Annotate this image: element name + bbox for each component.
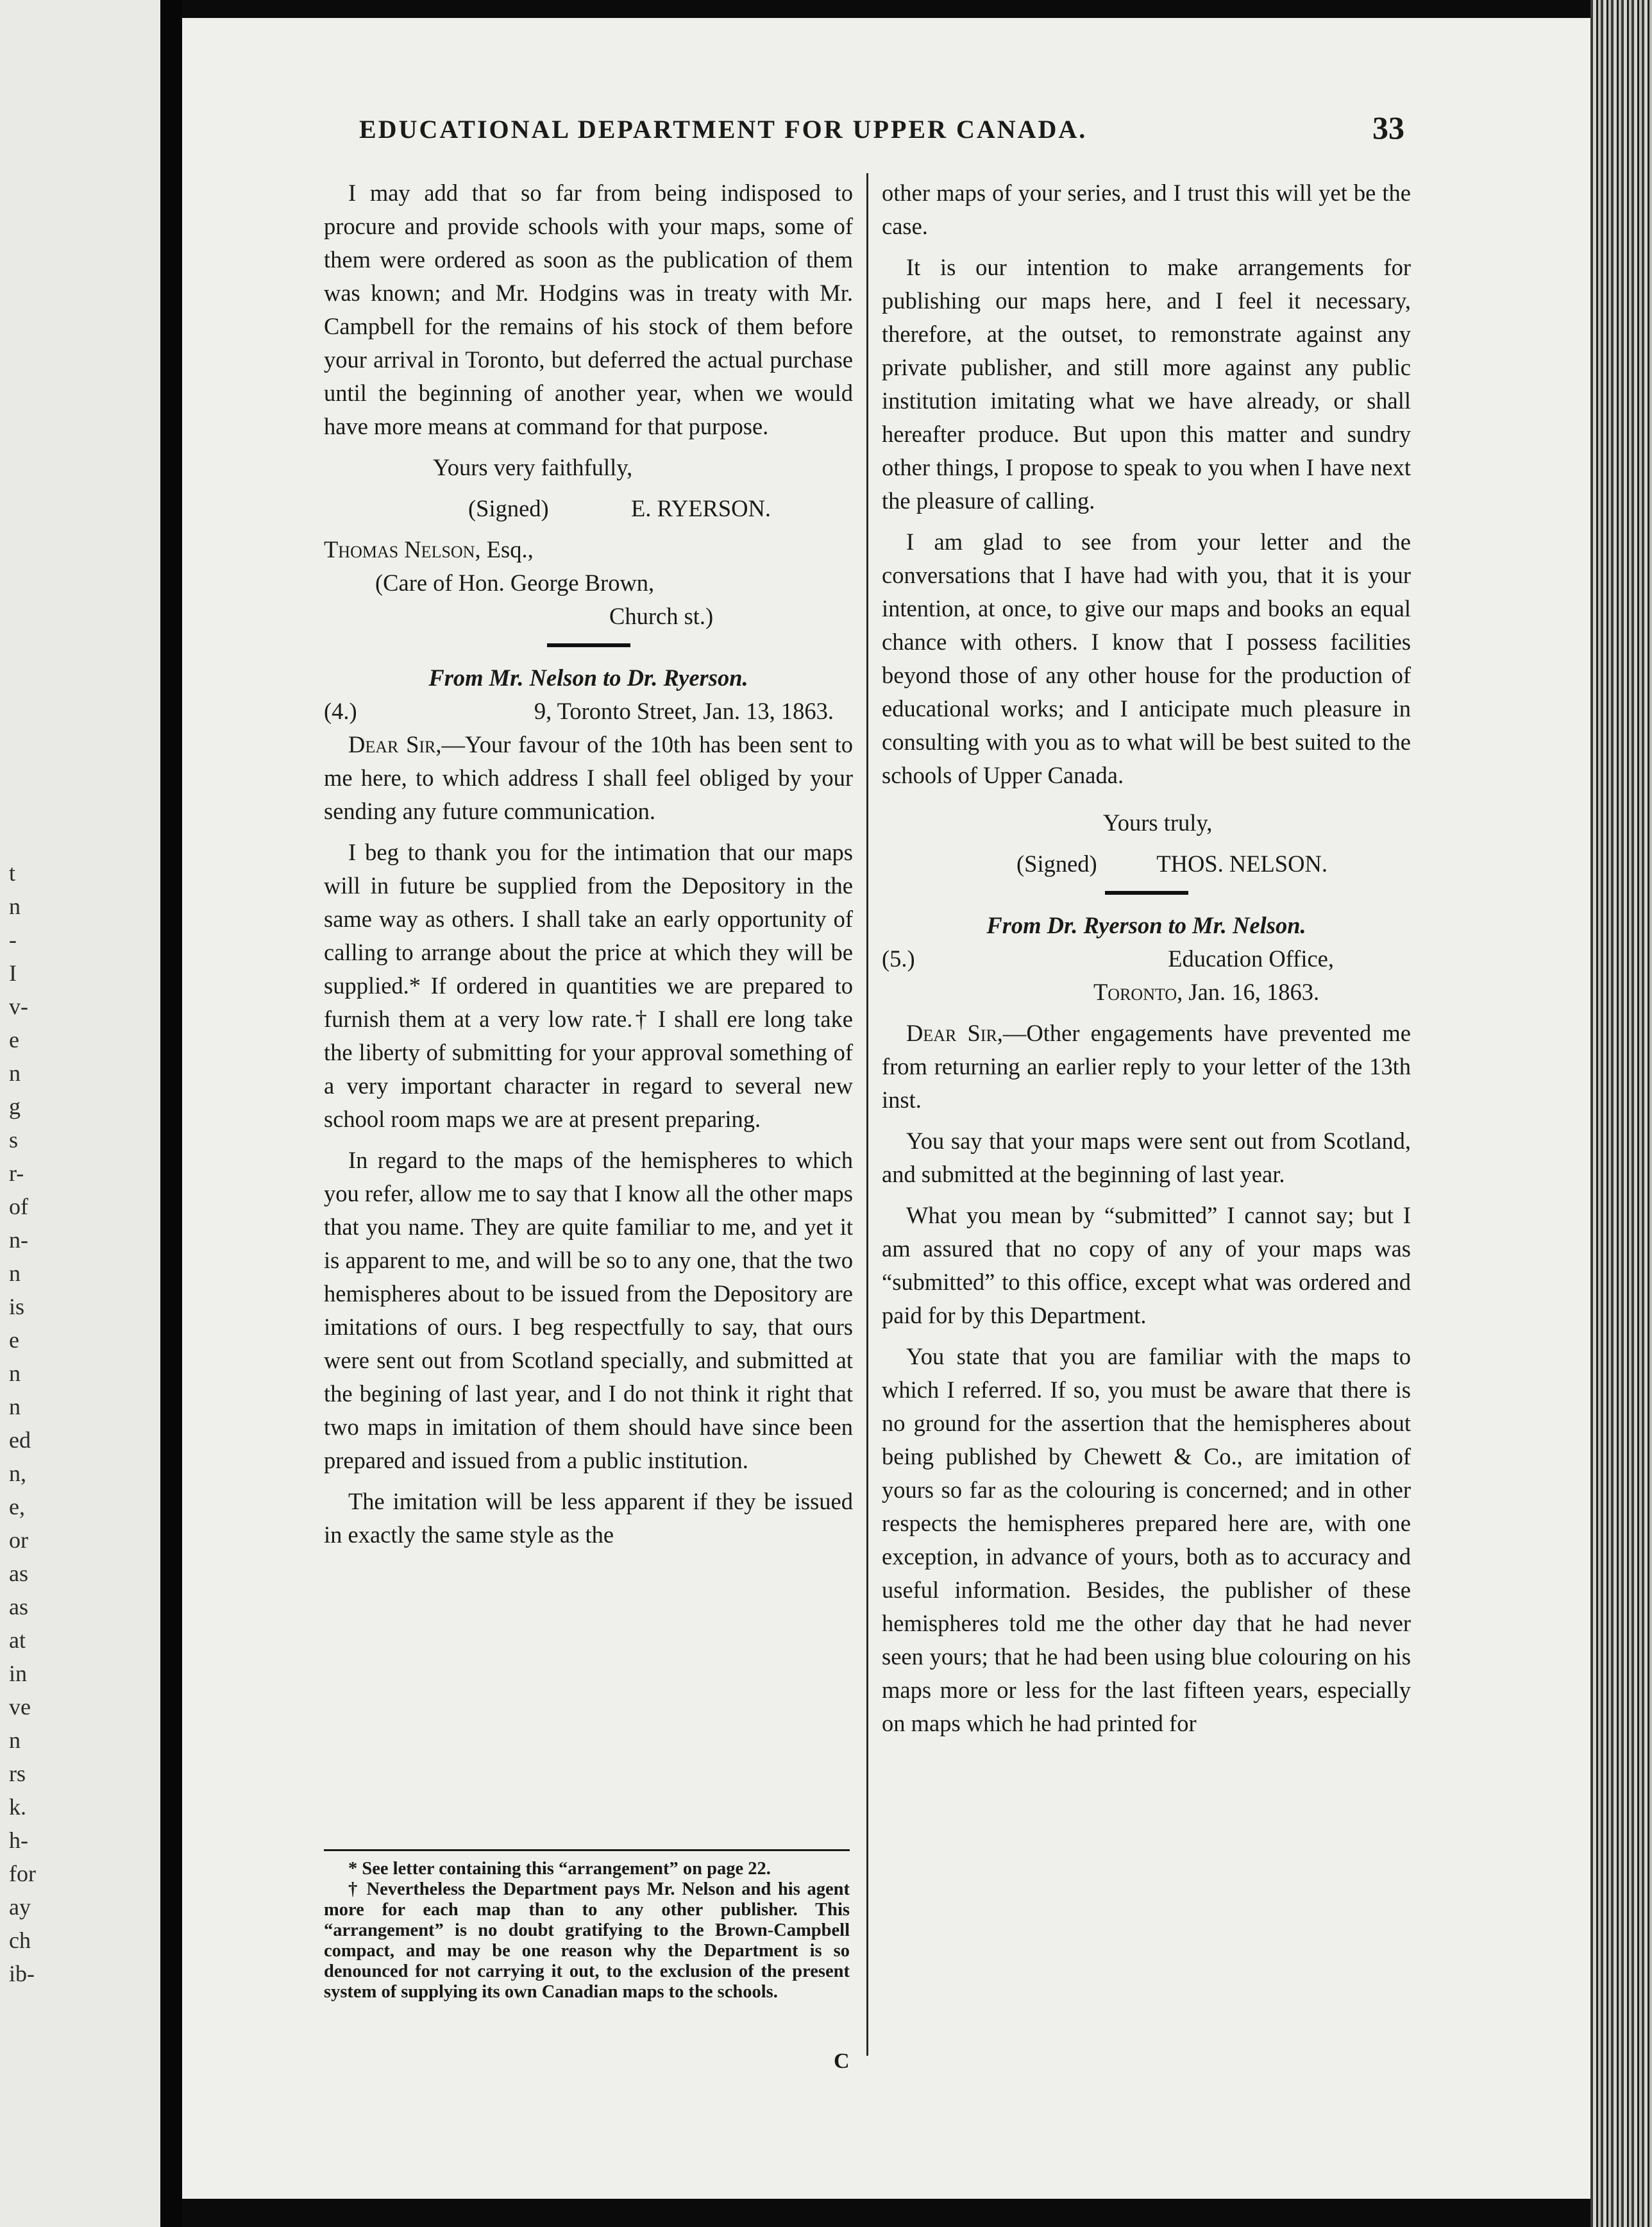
letter-dateline xyxy=(882,942,1411,976)
previous-page-fragment: n xyxy=(9,1394,21,1419)
previous-page-fragment: e xyxy=(9,1327,19,1353)
previous-page-fragment: ib- xyxy=(9,1961,35,1986)
footnote-rule xyxy=(324,1849,850,1851)
letter-dateline xyxy=(324,695,853,728)
previous-page-fragment: is xyxy=(9,1294,25,1319)
salutation: Dear Sir xyxy=(348,731,436,758)
letter-number: (4.) xyxy=(324,698,357,724)
previous-page-fragment: for xyxy=(9,1861,36,1886)
running-title: EDUCATIONAL DEPARTMENT FOR UPPER CANADA. xyxy=(359,115,1088,144)
previous-page-fragment: v- xyxy=(9,994,28,1019)
column-divider xyxy=(866,173,868,2056)
paragraph: It is our intention to make arrangements for publishing our maps here, and I feel it necessary, therefore, at the outset, to remonstrate against any private publisher, and still more against any public institution imitating what we have already, or shall hereafter produce. But upon this matter and sundry other things, I propose to speak to you when I have next the pleasure of calling. xyxy=(882,254,1411,514)
paragraph xyxy=(882,1017,1411,1117)
letter-date xyxy=(882,976,1411,1009)
paragraph: The imitation will be less apparent if they be issued in exactly the same style as the xyxy=(324,1488,853,1548)
paragraph: You state that you are familiar with the maps to which I referred. If so, you must be aware that there is no ground for the assertion that the hemispheres about being published by Chewett & Co., are imitation of yours so far as the colouring is concerned; and in other respects the hemispheres prepared here are, with one exception, in advance of yours, both as to accuracy and useful information. Besides, the publisher of these hemispheres told me the other day that he had never seen yours; that he had been using blue colouring on his maps more or less for the last fifteen years, especially on maps which he had printed for xyxy=(882,1343,1411,1736)
previous-page-fragment: e, xyxy=(9,1494,25,1520)
signature-line xyxy=(324,492,853,525)
section-rule xyxy=(1105,891,1188,895)
previous-page-fragment: s xyxy=(9,1127,19,1153)
previous-page-fragment: rs xyxy=(9,1761,26,1786)
page-edges xyxy=(1590,0,1652,2227)
addressee-suffix: , Esq., xyxy=(475,536,534,563)
previous-page-fragment: t xyxy=(9,860,16,886)
signed-label: (Signed) xyxy=(1016,851,1097,877)
previous-page-fragment: or xyxy=(9,1527,28,1553)
paragraph: What you mean by “submitted” I cannot say; but I am assured that no copy of any of your maps was “submitted” to this office, except what was ordered and paid for by this Department. xyxy=(882,1202,1411,1328)
previous-page-fragment: h- xyxy=(9,1827,28,1853)
letter-number: (5.) xyxy=(882,945,915,972)
paragraph: In regard to the maps of the hemispheres to which you refer, allow me to say that I know all the other maps that you name. They are quite familiar to me, and yet it is apparent to me, and will be so to any one, that the two hemispheres about to be issued from the Depository are imitations of ours. I beg respectfully to say, that ours were sent out from Scotland specially, and submitted at the begining of last year, and I do not think it right that two maps in imitation of them should have since been prepared and issued from a public institution. xyxy=(324,1147,853,1473)
addressee-name: Thomas Nelson xyxy=(324,536,475,563)
paragraph: other maps of your series, and I trust this will yet be the case. xyxy=(882,180,1411,239)
paragraph-text: ,—Your favour of the 10th has been sent to me here, to which address I shall feel obliged by your sending any future communication. xyxy=(324,731,854,824)
previous-page-fragment: ch xyxy=(9,1927,31,1953)
previous-page-fragment: r- xyxy=(9,1160,24,1186)
previous-page-fragment: ay xyxy=(9,1894,31,1920)
previous-page-fragment: n- xyxy=(9,1227,28,1253)
previous-page-fragment: n, xyxy=(9,1461,26,1486)
footnote: * See letter containing this “arrangement” on page 22. xyxy=(348,1859,771,1879)
previous-page-fragment: n xyxy=(9,1727,21,1753)
previous-page-fragment: n xyxy=(9,1360,21,1386)
paragraph: You say that your maps were sent out from Scotland, and submitted at the beginning of last year. xyxy=(882,1128,1411,1187)
previous-page-fragment: ve xyxy=(9,1694,31,1720)
paragraph: I am glad to see from your letter and the conversations that I have had with you, that it is your intention, at once, to give our maps and books an equal chance with others. I know that I possess facilities beyond those of any other house for the production of educational works; and I anticipate much pleasure in consulting with you as to what will be best suited to the schools of Upper Canada. xyxy=(882,529,1411,788)
previous-page-fragment: e xyxy=(9,1027,19,1053)
footnote: † Nevertheless the Department pays Mr. Nelson and his agent more for each map than to any other publisher. This “arrangement” is no doubt gratifying to the Brown-Campbell compact, and may be one reason why the Department is so denounced for not carrying it out, to the exclusion of the present system of supplying its own Canadian maps to the schools. xyxy=(324,1879,850,2002)
previous-page-fragment: in xyxy=(9,1661,28,1686)
signature-mark: C xyxy=(834,2049,850,2073)
right-column xyxy=(882,176,1411,1740)
closing: Yours very faithfully, xyxy=(433,454,633,480)
previous-page-strip xyxy=(0,0,160,2227)
paragraph: I beg to thank you for the intimation that our maps will in future be supplied from the Depository in the same way as others. I shall take an early opportunity of calling to arrange about the price at which they will be supplied.* If ordered in quantities we are prepared to furnish them at a very low rate.† I shall ere long take the liberty of submitting for your approval something of a very important character in regard to several new school room maps we are at present preparing. xyxy=(324,839,853,1132)
previous-page-fragment: n xyxy=(9,893,21,919)
footnotes xyxy=(324,1859,850,2003)
letter-date: 9, Toronto Street, Jan. 13, 1863. xyxy=(534,698,834,724)
section-rule xyxy=(547,643,630,647)
previous-page-fragment: g xyxy=(9,1094,21,1119)
signed-label: (Signed) xyxy=(468,495,549,521)
signature-line xyxy=(882,847,1411,881)
previous-page-fragment: at xyxy=(9,1627,26,1653)
paragraph-text: ,—Other engagements have prevented me from returning an earlier reply to your letter of the 13th inst. xyxy=(882,1020,1411,1113)
addressee-line xyxy=(324,533,853,566)
previous-page-fragment: ed xyxy=(9,1427,31,1453)
previous-page-fragment: as xyxy=(9,1594,28,1620)
previous-page-fragment: k. xyxy=(9,1794,26,1820)
letter-place: Education Office, xyxy=(1168,945,1334,972)
binding-gutter xyxy=(160,0,182,2227)
salutation: Dear Sir xyxy=(906,1020,997,1046)
letter-heading: From Dr. Ryerson to Mr. Nelson. xyxy=(986,912,1306,938)
previous-page-fragment: I xyxy=(9,960,17,986)
closing: Yours truly, xyxy=(1103,809,1213,836)
letter-date-text: , Jan. 16, 1863. xyxy=(1177,979,1320,1005)
addressee-street: Church st.) xyxy=(609,603,714,629)
previous-page-fragment: - xyxy=(9,927,17,953)
paragraph xyxy=(324,728,853,828)
previous-page-fragment: as xyxy=(9,1561,28,1586)
previous-page-fragment: n xyxy=(9,1060,21,1086)
signatory: THOS. NELSON. xyxy=(1156,851,1328,877)
previous-page-fragment: of xyxy=(9,1194,28,1219)
letter-heading: From Mr. Nelson to Dr. Ryerson. xyxy=(428,665,748,691)
left-column xyxy=(324,176,853,1552)
letter-city: Toronto xyxy=(1093,979,1177,1005)
paragraph: I may add that so far from being indisposed to procure and provide schools with your maps, some of them were ordered as soon as the publication of them was known; and Mr. Hodgins was in treaty with Mr. Campbell for the remains of his stock of them before your arrival in Toronto, but deferred the actual purchase until the beginning of another year, when we would have more means at command for that purpose. xyxy=(324,180,853,439)
signatory: E. RYERSON. xyxy=(630,495,771,521)
page-number: 33 xyxy=(1372,110,1404,146)
addressee-care: (Care of Hon. George Brown, xyxy=(375,570,655,596)
previous-page-fragment: n xyxy=(9,1260,21,1286)
